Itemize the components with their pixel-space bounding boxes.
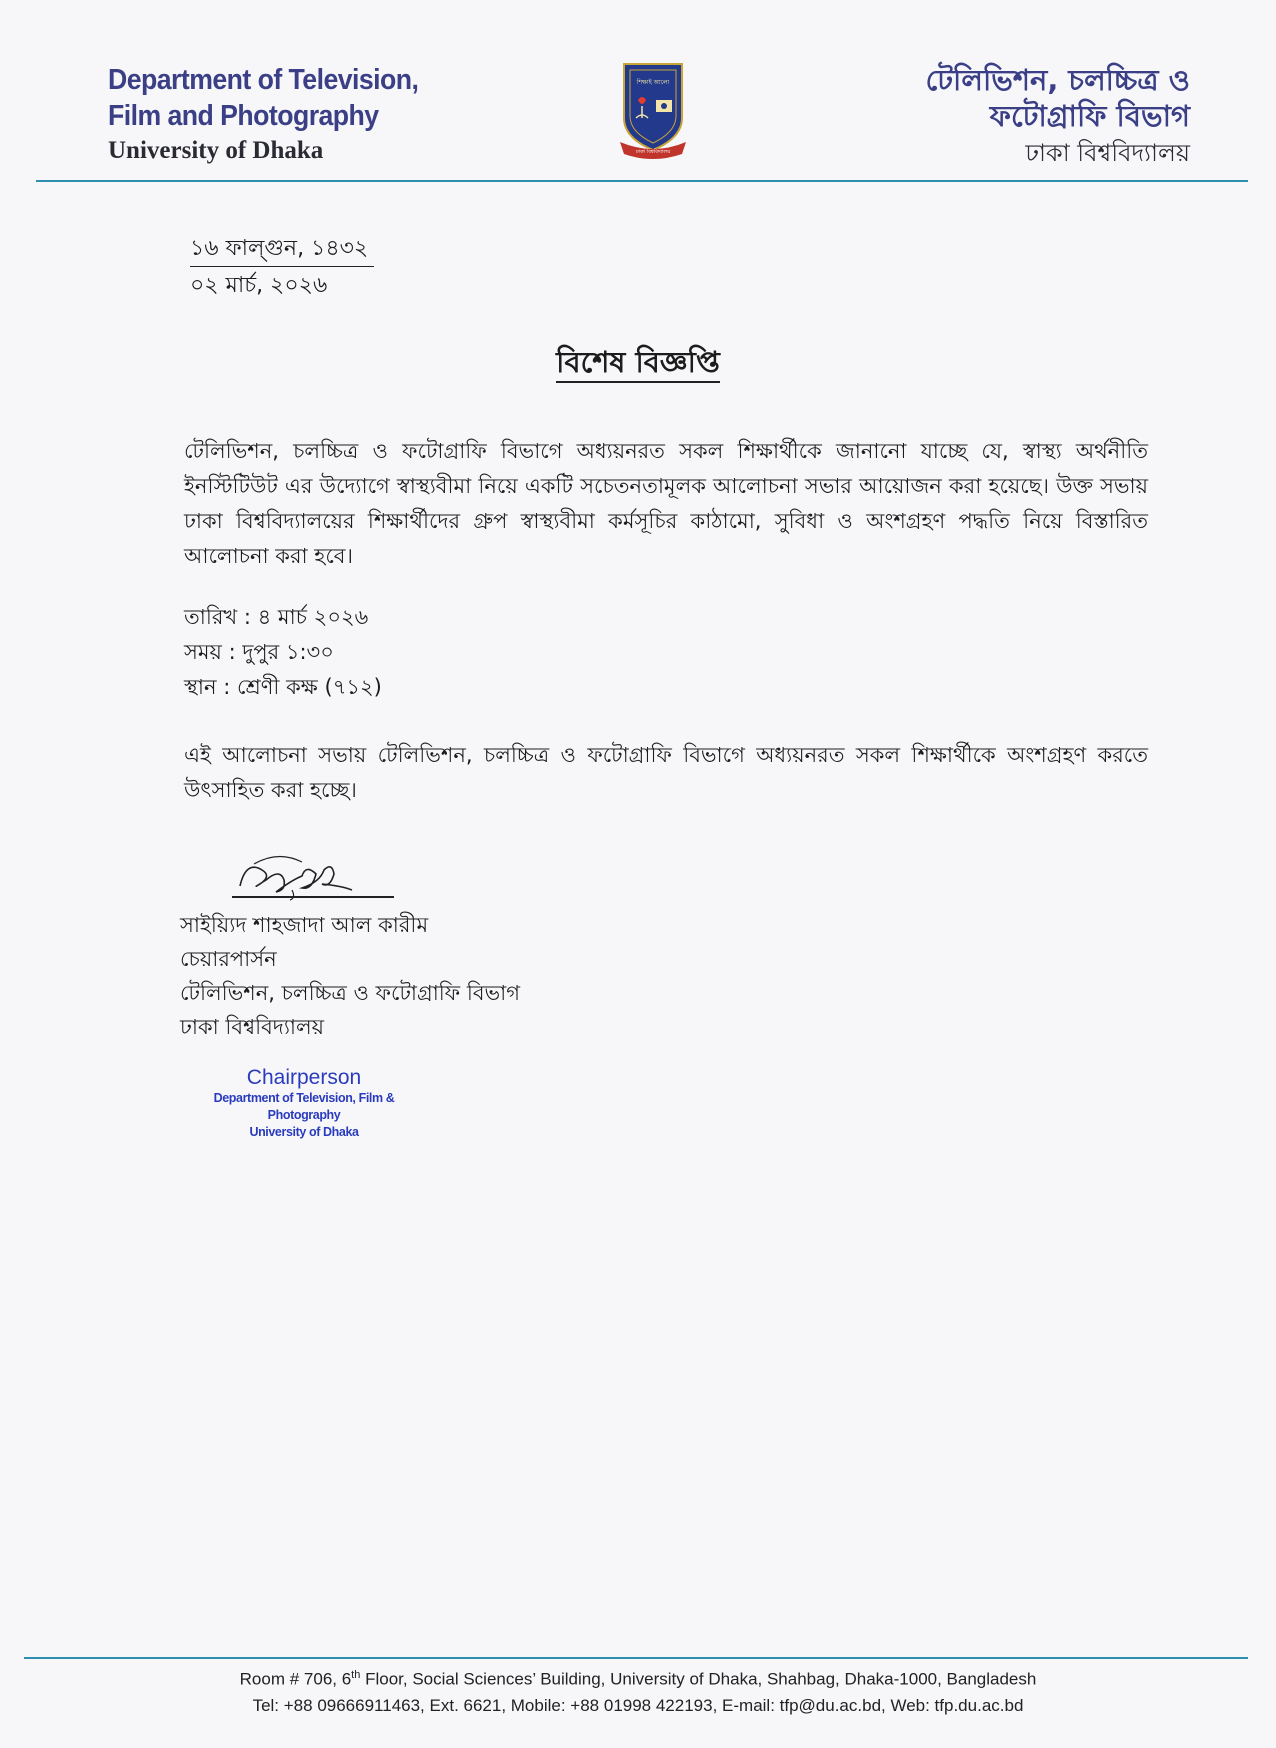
crest-motto: শিক্ষাই আলো [636, 79, 670, 86]
dept-name-en-line1: Department of Television, [108, 64, 419, 96]
footer-address-pre: Room # 706, 6 [239, 1669, 352, 1689]
stamp-department: Department of Television, Film & Photography [213, 1091, 395, 1122]
footer [0, 1662, 1276, 1719]
footer-divider [24, 1657, 1248, 1659]
university-name-en: University of Dhaka [108, 137, 324, 164]
date-block [190, 232, 374, 303]
event-time: সময় : দুপুর ১:৩০ [184, 640, 334, 664]
signatory-name: সাইয়্যিদ শাহজাদা আল কারীম [180, 913, 429, 937]
stamp-title: Chairperson [246, 1066, 362, 1089]
header-divider [36, 180, 1248, 182]
notice-paragraph-2: এই আলোচনা সভায় টেলিভিশন, চলচ্চিত্র ও ফটোগ্রাফি বিভাগে অধ্যয়নরত সকল শিক্ষার্থীকে অংশগ্রহণ করতে উৎসাহিত করা হচ্ছে। [184, 743, 1148, 802]
dept-name-en-line2: Film and Photography [108, 100, 379, 132]
university-crest-logo [616, 60, 690, 160]
signature-line [232, 896, 394, 898]
footer-address [0, 1662, 1276, 1693]
dept-name-bn-line2: ফটোগ্রাফি বিভাগ [989, 99, 1190, 133]
footer-address-post: Floor, Social Sciences’ Building, University of Dhaka, Shahbag, Dhaka-1000, Bangladesh [360, 1669, 1037, 1689]
gregorian-date: ০২ মার্চ, ২০২৬ [190, 273, 328, 298]
university-name-bn: ঢাকা বিশ্ববিদ্যালয় [1025, 139, 1190, 167]
event-details [184, 600, 382, 705]
notice-paragraph-1: টেলিভিশন, চলচ্চিত্র ও ফটোগ্রাফি বিভাগে অধ্যয়নরত সকল শিক্ষার্থীকে জানানো যাচ্ছে যে, স্বাস্থ্য অর্থনীতি ইনস্টিটিউট এর উদ্যোগে স্বাস্থ্যবীমা নিয়ে একটি সচেতনতামূলক আলোচনা সভার আয়োজন করা হয়েছে। উক্ত সভায় ঢাকা বিশ্ববিদ্যালয়ের শিক্ষার্থীদের গ্রুপ স্বাস্থ্যবীমা কর্মসূচির কাঠামো, সুবিধা ও অংশগ্রহণ পদ্ধতি নিয়ে বিস্তারিত আলোচনা করা হবে। [184, 439, 1148, 568]
signatory-block [180, 908, 520, 1044]
handwritten-signature [232, 840, 402, 902]
event-date: তারিখ : ৪ মার্চ ২০২৬ [184, 605, 369, 629]
bengali-date: ১৬ ফাল্গুন, ১৪৩২ [190, 232, 374, 267]
footer-contact: Tel: +88 09666911463, Ext. 6621, Mobile: +88 01998 422193, E-mail: tfp@du.ac.bd, Web: tfp.du.ac.bd [252, 1695, 1024, 1715]
stamp-university: University of Dhaka [249, 1125, 359, 1139]
crest-banner-text: ঢাকা বিশ্ববিদ্যালয় [635, 149, 671, 155]
event-place: স্থান : শ্রেণী কক্ষ (৭১২) [184, 675, 382, 699]
footer-address-sup: th [351, 1669, 361, 1681]
official-stamp [186, 1066, 422, 1141]
notice-title [0, 340, 1276, 389]
signatory-university: ঢাকা বিশ্ববিদ্যালয় [180, 1015, 325, 1039]
letterhead-english [108, 62, 445, 166]
signatory-designation: চেয়ারপার্সন [180, 947, 277, 971]
notice-title-text: বিশেষ বিজ্ঞপ্তি [556, 345, 720, 383]
letterhead-bengali [925, 62, 1190, 170]
dept-name-bn-line1: টেলিভিশন, চলচ্চিত্র ও [925, 63, 1190, 97]
signatory-department: টেলিভিশন, চলচ্চিত্র ও ফটোগ্রাফি বিভাগ [180, 981, 521, 1005]
